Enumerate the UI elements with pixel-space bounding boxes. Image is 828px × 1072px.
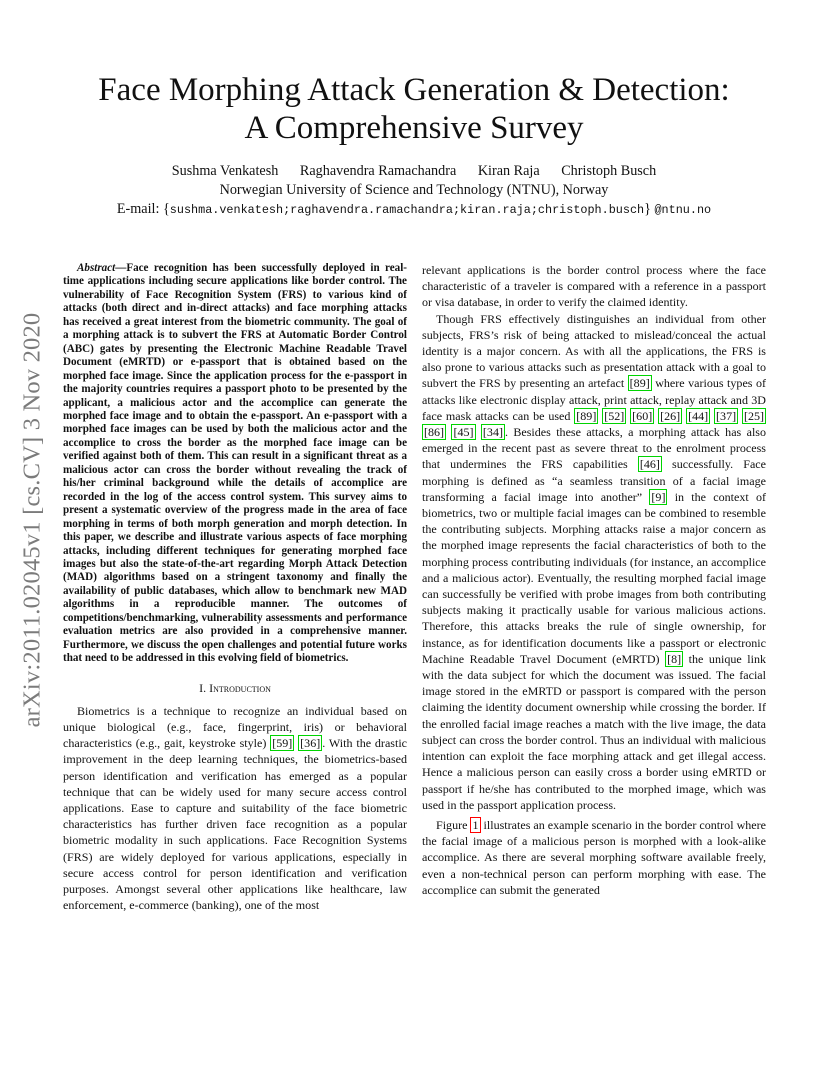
paragraph-text: successfully. Face morphing is defined as “a seamless transition of a facial image transforming a facial image into another” [422, 457, 766, 504]
citation-link[interactable]: [89] [576, 408, 597, 423]
citation-link[interactable]: [86] [424, 425, 445, 440]
citation-link[interactable]: [52] [604, 408, 625, 423]
paragraph-text: Biometrics is a technique to recognize an individual based on unique biological (e.g., face, fingerprint, iris) or behavioral characteristics (e.g., gait, keystroke style) [63, 703, 407, 751]
author-name: Sushma Venkatesh [171, 163, 279, 179]
paragraph-text: illustrates an example scenario in the border control where the facial image of a malicious person is morphed with a look-alike accomplice. As there are several morphing software available freely, even a non-technical person can perform morphing with ease. The accomplice can submit the generated [422, 817, 766, 897]
paragraph-text: in the context of biometrics, two or multiple facial images can be combined to resemble the contributing subjects. Morphing attacks raise a major concern as the morphed image represents the facial characteristics of both to the morphing process contributing individuals (for instance, an accomplice and a malicious actor). Eventually, the resulting morphed facial image can successfully be verified with probe images from both contributing subjects making it practically usable for various malicious actions. Therefore, this attacks breaks the rule of single ownership, for instance, as for identification documents like a passport or electronic Machine Readable Travel Document (eMRTD) [422, 489, 766, 666]
paragraph-text: . Besides these attacks, a morphing attack has also emerged in the recent past as severe threat to the enrolment process that undermines the FRS capabilities [422, 425, 767, 472]
paragraph-text: the unique link with the data subject for which the document was issued. The facial image stored in the eMRTD or passport is compared with the person claiming the identity document ownership while crossing the border. If the enrolled facial image reaches a match with the live image, the data subject can cross the border control. Thus an individual with malicious intention can exploit the face morphing attack and get illegal access. Hence a malicious person can easily cross a border using eMRTD or passport if he/she has contributed to the morphed image, which was used in the passport application process. [422, 651, 767, 812]
left-column [63, 262, 407, 913]
attacks-paragraph [422, 311, 766, 813]
citation-link[interactable]: [89] [629, 376, 650, 391]
arxiv-id-text: arXiv:2011.02045v1 [cs.CV] 3 Nov 2020 [18, 312, 46, 728]
citation-link[interactable]: [36] [300, 736, 321, 751]
abstract-text: Face recognition has been successfully deployed in real-time applications including secure applications like border control. The vulnerability of Face Recognition System (FRS) to various kind of attacks (both direct and in-direct attacks) and face morphing attacks has received a great interest from the biometric community. The goal of a morphing attack is to subvert the FRS at Automatic Border Control (ABC) gates by presenting the Electronic Machine Readable Travel Document (eMRTD) or e-passport that is obtained based on the morphed face image. Since the application process for the e-passport in the majority countries requires a passport photo to be presented by the applicant, a malicious actor and the accomplice can generate the morphed face image and to obtain the e-passport. An e-passport with a morphed face images can be used by both the malicious actor and the accomplice to cross the border as the morphed face image can be verified against both of them. This can result in a significant threat as a malicious actor can cross the border without revealing the track of his/her criminal background while the details of accomplice are recorded in the log of the access control system. This survey aims to present a systematic overview of the progress made in the area of face morphing in terms of both morph generation and morph detection. In this paper, we describe and illustrate various aspects of face morphing attacks, including different techniques for generating morphed face images but also the state-of-the-art regarding Morph Attack Detection (MAD) algorithms based on a stringent taxonomy and finally the availability of public databases, which allow to benchmark new MAD algorithms in a reproducible manner. The outcomes of competitions/benchmarking, vulnerability assessments and performance evaluation metrics are also provided in a comprehensive manner. Furthermore, we discuss the open challenges and potential future works that need to be addressed in this evolving field of biometrics. [63, 262, 407, 665]
paragraph-text: . With the drastic improvement in the deep learning techniques, the biometrics-based person identification and verification has emerged as a popular technique that can be widely used for many secure access control applications. Ease to capture and suitability of the face biometric characteristics has further driven face recognition as a popular biometric modality in such applications. Face Recognition Systems (FRS) are widely deployed for various applications, especially in secure access control for person identification and verification purposes. Amongst several other applications like healthcare, law enforcement, e-commerce (banking), one of the most [63, 736, 408, 913]
citation-link[interactable]: [44] [688, 408, 709, 423]
section-number: I. [199, 680, 207, 695]
citation-link[interactable]: [9] [651, 489, 666, 504]
right-column [422, 262, 766, 898]
citation-link[interactable]: [26] [660, 408, 681, 423]
paper-title [60, 71, 768, 147]
affiliation: Norwegian University of Science and Technology (NTNU), Norway [219, 182, 609, 198]
citation-link[interactable]: [25] [743, 408, 765, 423]
abstract [63, 262, 407, 666]
email-open-brace: { [162, 201, 170, 217]
figure-paragraph [422, 817, 766, 898]
email-label: E-mail: [116, 201, 160, 217]
author-name: Raghavendra Ramachandra [299, 163, 457, 179]
author-block [60, 162, 768, 220]
arxiv-identifier [17, 285, 47, 755]
abstract-label: Abstract [77, 262, 116, 274]
email-addresses: sushma.venkatesh;raghavendra.ramachandra;kiran.raja;christoph.busch [169, 203, 645, 217]
paragraph-text: Though FRS effectively distinguishes an individual from other subjects, FRS’s risk of being attacked to mislead/conceal the actual identity is a major concern. As with all the applications, the FRS is also prone to various attacks such as presentation attack with a goal to subvert the FRS by presenting an artefact [422, 311, 766, 391]
figure-reference-link[interactable]: 1 [472, 817, 479, 832]
email-line [60, 200, 768, 220]
author-name: Christoph Busch [561, 163, 657, 179]
author-name: Kiran Raja [477, 163, 540, 179]
section-title: Introduction [209, 680, 271, 695]
title-line-1: Face Morphing Attack Generation & Detection: [98, 72, 730, 108]
citation-link[interactable]: [8] [667, 651, 682, 666]
abstract-dash: — [115, 262, 127, 274]
citation-link[interactable]: [60] [632, 408, 653, 423]
paragraph-continued: relevant applications is the border control process where the face characteristic of a traveler is compared with a reference in a passport or visa database, in order to verify the claimed identity. [422, 263, 766, 310]
section-heading-introduction [63, 680, 407, 696]
paragraph-text: Figure [436, 817, 471, 832]
citation-link[interactable]: [46] [639, 457, 660, 472]
author-names [60, 162, 768, 181]
citation-link[interactable]: [59] [272, 736, 293, 751]
paragraph-text: where various types of attacks like electronic display attack, print attack, replay attack and 3D face mask attacks can be used [422, 376, 766, 423]
email-domain: @ntnu.no [654, 203, 712, 217]
citation-link[interactable]: [45] [453, 425, 474, 440]
citation-link[interactable]: [37] [716, 408, 737, 423]
intro-paragraph [63, 703, 407, 914]
citation-link[interactable]: [34] [482, 425, 503, 440]
email-close-brace: } [644, 201, 651, 217]
title-line-2: A Comprehensive Survey [244, 110, 584, 146]
